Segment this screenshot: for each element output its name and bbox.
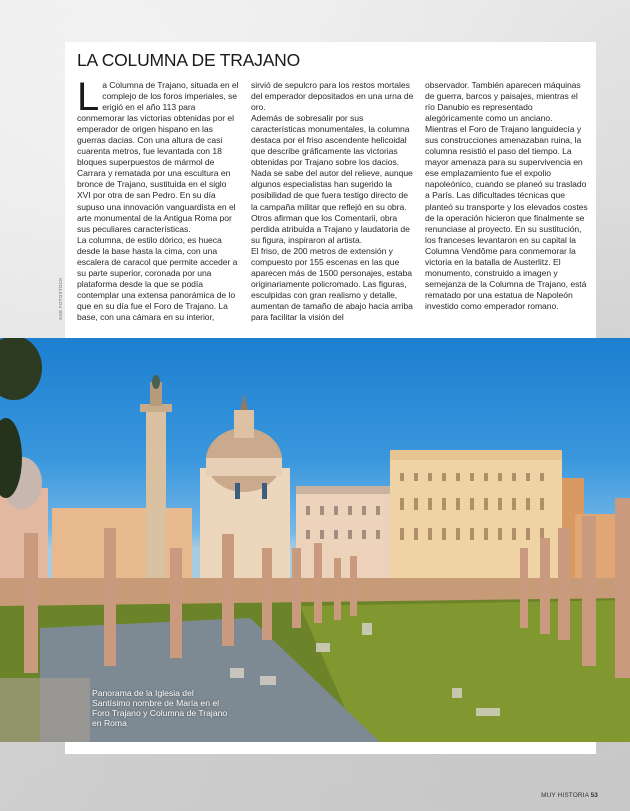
forum-illustration: [0, 338, 630, 742]
photo-credit: AGE FOTOSTOCK: [58, 277, 63, 320]
paragraph: Además de sobresalir por sus características monumentales, la columna destaca por el friso ascendente helicoidal que describe gráficamente las victorias obtenidas por Trajano sobre los dacios. Nada se sabe del autor del relieve, aunque algunos especialistas han sugerido la posibilidad de que fuera testigo directo de la campaña militar que reflejó en su obra. Otros afirman que los Comentarii, obra perdida atribuida a Trajano y laudatoria de su figura, inspiraron al artista.: [251, 113, 413, 245]
saint-peter-statue: [152, 375, 160, 389]
drop-cap: L: [77, 75, 100, 119]
photo-caption: Panorama de la Iglesia del Santísimo nombre de María en el Foro Trajano y Columna de Trajano en Roma: [92, 688, 228, 728]
paragraph: observador. También aparecen máquinas de guerra, barcos y paisajes, mientras el río Danubio es representado alegóricamente como un anciano.: [425, 80, 581, 124]
pine-tree: [0, 338, 42, 400]
article-body: [77, 75, 589, 330]
article-title: LA COLUMNA DE TRAJANO: [77, 50, 301, 70]
paragraph: La columna, de estilo dórico, es hueca desde la base hasta la cima, con una escalera de caracol que permite acceder a su parte superior, coronada por una plataforma desde la que se podía contemplar una extensa panorámica de lo que en su día fue el Foro de Trajano. La base, con una cámara en su interior,: [77, 234, 238, 322]
lantern: [234, 410, 254, 438]
page-number: 53: [590, 792, 598, 799]
page-folio: [541, 792, 598, 799]
text-column-3: [425, 80, 588, 330]
paragraph: sirvió de sepulcro para los restos mortales del emperador depositados en una urna de oro.: [251, 80, 414, 113]
magazine-name: MUY HISTORIA: [541, 792, 589, 799]
bottom-white-strip: [65, 742, 596, 754]
paragraph: La Columna de Trajano, situada en el complejo de los foros imperiales, se erigió en el año 113 para conmemorar las victorias obtenidas por el emperador de origen hispano en las guerras dacias. Con una altura de casi cuarenta metros, fue levantada con 18 bloques superpuestos de mármol de Carrara y rematada por una escultura en bronce de Trajano, sustituida en el siglo XVI por otra de san Pedro. En su día supuso una innovación vanguardista en el arte monumental de la Antigua Roma por sus peculiares características.: [77, 75, 239, 234]
panorama-photo: [0, 338, 630, 742]
apartment-building: [296, 490, 390, 586]
paragraph: El friso, de 200 metros de extensión y compuesto por 155 escenas en las que aparecen más de 1500 personajes, estaba originariamente policromado. Las figuras, esculpidas con gran realismo y detalle, aumentan de tamaño de abajo hacia arriba para facilitar la visión del: [251, 245, 413, 322]
text-column-1: [77, 75, 240, 330]
text-column-2: [251, 80, 414, 330]
paragraph: Mientras el Foro de Trajano languidecía y sus construcciones amenazaban ruina, la columna resistió el paso del tiempo. La mayor amenaza para su supervivencia en ese emplazamiento fue el expolio napoleónico, cuando se planeó su traslado a París. Las dificultades técnicas que planteó su transporte y los elevados costes de la operación hicieron que finalmente se renunciase al proyecto. En su sustitución, los franceses levantaron en su capital la Columna Vendôme para conmemorar la victoria en la batalla de Austerlitz. El monumento, construido a imagen y semejanza de la Columna de Trajano, está rematado por una estatua de Napoleón investido como emperador romano.: [425, 124, 588, 311]
